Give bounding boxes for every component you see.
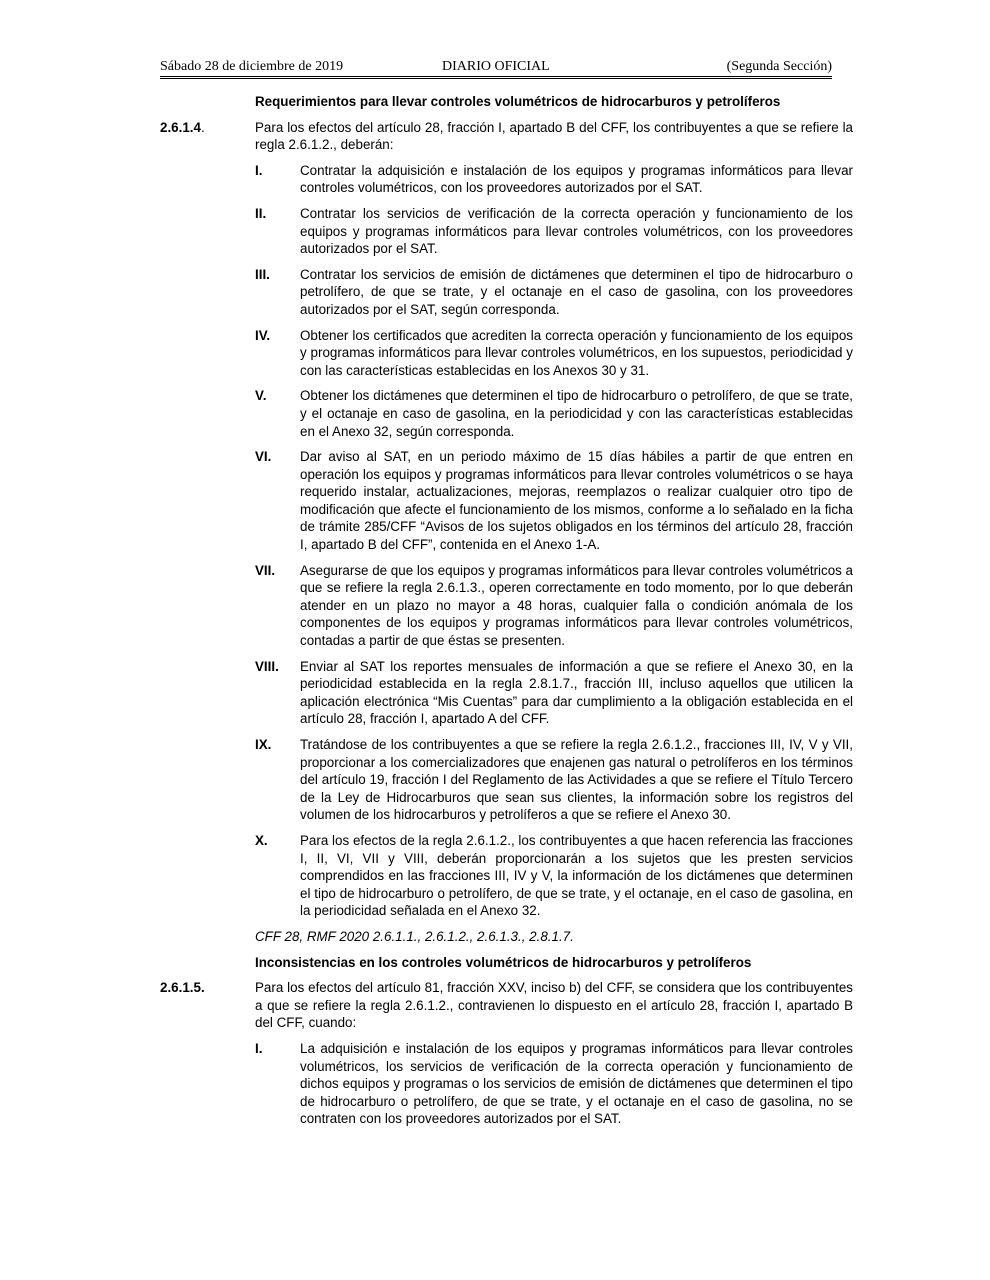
section-heading: Inconsistencias en los controles volumétricos de hidrocarburos y petrolíferos	[255, 954, 752, 970]
item-number: V.	[255, 388, 267, 404]
legal-reference: CFF 28, RMF 2020 2.6.1.1., 2.6.1.2., 2.6.1.3., 2.8.1.7.	[255, 928, 574, 944]
item-number: IV.	[255, 327, 271, 343]
item-text: La adquisición e instalación de los equipos y programas informáticos para llevar controles volumétricos, los servicios de verificación de la correcta operación y funcionamiento de dichos equipos y programas o los servicios de emisión de dictámenes que determinen el tipo de hidrocarburo o petrolífero, de que se trate, y el octanaje en el caso de gasolina, no se contraten con los proveedores autorizados por el SAT.	[300, 1040, 853, 1127]
header-publication: DIARIO OFICIAL	[442, 59, 550, 74]
item-number: VI.	[255, 449, 272, 465]
list-item	[255, 448, 853, 554]
list-item	[255, 658, 853, 728]
item-text: Tratándose de los contribuyentes a que se refiere la regla 2.6.1.2., fracciones III, IV, V y VII, proporcionar a los comercializadores que enajenen gas natural o petrolíferos en los términos del artículo 19, fracción I del Reglamento de las Actividades a que se refiere el Título Tercero de la Ley de Hidrocarburos que sean sus clientes, la información sobre los registros del volumen de los hidrocarburos y petrolíferos a que se refiere el Anexo 30.	[300, 737, 853, 823]
list-item	[255, 266, 853, 319]
list-item	[255, 387, 853, 440]
rule-paragraph	[160, 119, 853, 154]
rule-number-suffix: .	[200, 119, 205, 135]
header-section: (Segunda Sección)	[726, 59, 832, 74]
list-item	[255, 162, 853, 197]
item-number: III.	[255, 266, 270, 282]
rule-number-value: 2.6.1.4	[160, 119, 201, 135]
item-text: Obtener los certificados que acrediten la correcta operación y funcionamiento de los equipos y programas informáticos para llevar controles volumétricos, en los supuestos, periodicidad y con las características establecidas en los Anexos 30 y 31.	[300, 327, 853, 378]
rule-paragraph	[160, 979, 853, 1032]
item-text: Asegurarse de que los equipos y programas informáticos para llevar controles volumétricos a que se refiere la regla 2.6.1.3., operen correctamente en todo momento, por lo que deberán atender en un plazo no mayor a 48 horas, cualquier falla o condición anómala de los componentes de los equipos y programas informáticos para llevar controles volumétricos, contadas a partir de que éstas se presenten.	[300, 562, 854, 649]
list-item	[255, 205, 853, 258]
document-body	[160, 93, 853, 1136]
item-number: IX.	[255, 737, 272, 752]
item-text: Contratar los servicios de emisión de dictámenes que determinen el tipo de hidrocarburo o petrolífero, de que se trate, y el octanaje en el caso de gasolina, con los proveedores autorizados por el SAT, según corresponda.	[300, 266, 853, 317]
item-number: I.	[255, 162, 263, 178]
page-header	[160, 58, 832, 76]
rule-number: 2.6.1.5.	[160, 980, 205, 996]
list-item	[255, 736, 853, 824]
list-item	[255, 327, 853, 380]
rule-intro: Para los efectos del artículo 28, fracción I, apartado B del CFF, los contribuyentes a que se refiere la regla 2.6.1.2., deberán:	[255, 119, 853, 153]
item-number: VIII.	[255, 658, 279, 674]
header-rule-bottom	[160, 78, 832, 79]
rule-intro: Para los efectos del artículo 81, fracción XXV, inciso b) del CFF, se considera que los contribuyentes a que se refiere la regla 2.6.1.2., contravienen lo dispuesto en el artículo 28, fracción I, apartado B del CFF, cuando:	[255, 980, 853, 1031]
list-item	[255, 562, 853, 650]
item-text: Enviar al SAT los reportes mensuales de información a que se refiere el Anexo 30, en la periodicidad establecida en la regla 2.8.1.7., fracción III, incluso aquellos que utilicen la aplicación electrónica “Mis Cuentas” para dar cumplimiento a la obligación establecida en el artículo 28, fracción I, apartado A del CFF.	[300, 658, 853, 727]
item-number: X.	[255, 832, 268, 848]
item-text: Para los efectos de la regla 2.6.1.2., los contribuyentes a que hacen referencia las fracciones I, II, VI, VII y VIII, deberán proporcionarán a los sujetos que les presten servicios comprendidos en las fracciones III, IV y V, la información de los dictámenes que determinen el tipo de hidrocarburo o petrolífero, de que se trate, y el octanaje, en el caso de gasolina, en la periodicidad señalada en el Anexo 32.	[300, 832, 853, 919]
item-text: Obtener los dictámenes que determinen el tipo de hidrocarburo o petrolífero, de que se trate, y el octanaje en caso de gasolina, en la periodicidad y con las características establecidas en el Anexo 32, según corresponda.	[300, 388, 853, 439]
item-number: I.	[255, 1040, 263, 1056]
list-item	[255, 832, 853, 920]
item-text: Contratar los servicios de verificación de la correcta operación y funcionamiento de los equipos y programas informáticos para llevar controles volumétricos, con los proveedores autorizados por el SAT.	[300, 205, 853, 257]
rule-number	[160, 119, 255, 154]
section-heading: Requerimientos para llevar controles volumétricos de hidrocarburos y petrolíferos	[255, 94, 781, 109]
item-text: Contratar la adquisición e instalación de los equipos y programas informáticos para llevar controles volumétricos, con los proveedores autorizados por el SAT.	[300, 162, 853, 196]
item-text: Dar aviso al SAT, en un periodo máximo de 15 días hábiles a partir de que entren en operación los equipos y programas informáticos para llevar controles volumétricos o se haya requerido instalar, actualizaciones, mejoras, reemplazos o realizar cualquier otro tipo de modificación que afecte el funcionamiento de los mismos, conforme a lo señalado en la ficha de trámite 285/CFF “Avisos de los sujetos obligados en los términos del artículo 28, fracción I, apartado B del CFF”, contenida en el Anexo 1-A.	[300, 449, 853, 553]
item-number: II.	[255, 205, 267, 221]
header-date: Sábado 28 de diciembre de 2019	[160, 59, 344, 74]
list-item	[255, 1040, 853, 1128]
header-rule-top	[160, 76, 832, 77]
item-number: VII.	[255, 562, 276, 578]
